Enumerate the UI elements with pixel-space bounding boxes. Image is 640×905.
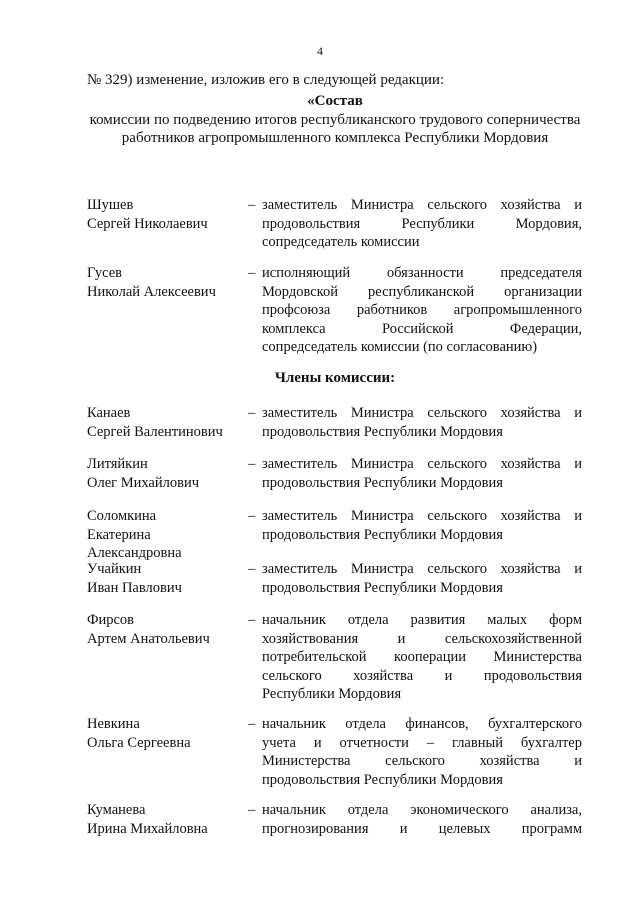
position-line: потребительской кооперации Министерства	[262, 649, 582, 665]
position-line: начальник отдела финансов, бухгалтерского	[262, 716, 582, 732]
position-line: учета и отчетности – главный бухгалтер	[262, 734, 582, 751]
person-name-line: Екатерина	[87, 526, 151, 543]
position-line: продовольствия Республики Мордовия	[262, 579, 503, 596]
person-name-line: Сергей Валентинович	[87, 423, 223, 440]
position-line: продовольствия Республики Мордовия	[262, 526, 503, 543]
position-line: Министерства сельского хозяйства и	[262, 753, 582, 769]
document-title: «Состав	[307, 93, 363, 109]
person-name	[87, 715, 247, 752]
person-name	[87, 560, 247, 597]
person-name	[87, 801, 247, 838]
person-name-line: Канаев	[87, 405, 131, 421]
position-line: заместитель Министра сельского хозяйства и	[262, 456, 582, 472]
person-position	[262, 404, 582, 441]
person-position	[262, 801, 582, 838]
person-position	[262, 264, 582, 357]
person-name-line: Невкина	[87, 716, 140, 732]
person-position	[262, 715, 582, 789]
person-position	[262, 507, 582, 544]
person-name-line: Артем Анатольевич	[87, 630, 210, 647]
position-line: хозяйствования и сельскохозяйственной	[262, 630, 582, 647]
document-subtitle-line-1: комиссии по подведению итогов республиканского трудового соперничества	[89, 112, 581, 128]
person-name-line: Ирина Михайловна	[87, 820, 208, 837]
person-name	[87, 455, 247, 492]
page-number: 4	[317, 44, 323, 58]
position-line: профсоюза работников агропромышленного	[262, 302, 582, 318]
person-given-name: Сергей Николаевич	[87, 215, 208, 232]
position-line: Мордовской республиканской организации	[262, 283, 582, 300]
dash: –	[248, 405, 256, 421]
position-line: продовольствия Республики Мордовия,	[262, 215, 582, 232]
position-line: сопредседатель комиссии	[262, 234, 420, 250]
dash: –	[248, 716, 256, 732]
person-name-line: Александровна	[87, 545, 182, 561]
position-line: прогнозирования и целевых программ	[262, 820, 582, 837]
person-given-name: Николай Алексеевич	[87, 283, 216, 300]
person-surname: Шушев	[87, 197, 134, 213]
position-line: заместитель Министра сельского хозяйства и	[262, 508, 582, 524]
person-name-line: Иван Павлович	[87, 579, 182, 596]
dash: –	[248, 508, 256, 524]
person-position	[262, 560, 582, 597]
person-name-line: Фирсов	[87, 612, 134, 628]
person-name	[87, 404, 247, 441]
person-position	[262, 611, 582, 704]
dash: –	[248, 197, 256, 213]
person-name-line: Куманева	[87, 802, 146, 818]
person-name-line: Олег Михайлович	[87, 474, 200, 491]
position-line: заместитель Министра сельского хозяйства и	[262, 561, 582, 577]
dash: –	[248, 456, 256, 472]
intro-text: № 329) изменение, изложив его в следующей редакции:	[87, 72, 445, 88]
position-line: продовольствия Республики Мордовия	[262, 474, 503, 491]
person-name	[87, 507, 247, 563]
position-line: заместитель Министра сельского хозяйства и	[262, 405, 582, 421]
position-line: исполняющий обязанности председателя	[262, 265, 582, 281]
members-section-title: Члены комиссии:	[274, 370, 396, 386]
person-name-line: Учайкин	[87, 561, 142, 577]
person-name	[87, 196, 247, 233]
position-line: заместитель Министра сельского хозяйства и	[262, 197, 582, 213]
person-position	[262, 455, 582, 492]
position-line: начальник отдела экономического анализа,	[262, 802, 582, 818]
person-name-line: Литяйкин	[87, 456, 148, 472]
dash: –	[248, 802, 256, 818]
person-name	[87, 611, 247, 648]
position-line: начальник отдела развития малых форм	[262, 612, 582, 628]
dash: –	[248, 561, 256, 577]
person-name	[87, 264, 247, 301]
person-surname: Гусев	[87, 265, 122, 281]
position-line: продовольствия Республики Мордовия	[262, 423, 503, 440]
person-name-line: Ольга Сергеевна	[87, 734, 191, 751]
position-line: сельского хозяйства и продовольствия	[262, 667, 582, 684]
dash: –	[248, 265, 256, 281]
person-position	[262, 196, 582, 252]
document-subtitle-line-2: работников агропромышленного комплекса Республики Мордовия	[121, 130, 549, 146]
dash: –	[248, 612, 256, 628]
position-line: Республики Мордовия	[262, 686, 402, 702]
position-line: комплекса Российской Федерации,	[262, 320, 582, 337]
position-line: сопредседатель комиссии (по согласованию)	[262, 339, 538, 355]
position-line: продовольствия Республики Мордовия	[262, 771, 503, 788]
person-name-line: Соломкина	[87, 508, 157, 524]
